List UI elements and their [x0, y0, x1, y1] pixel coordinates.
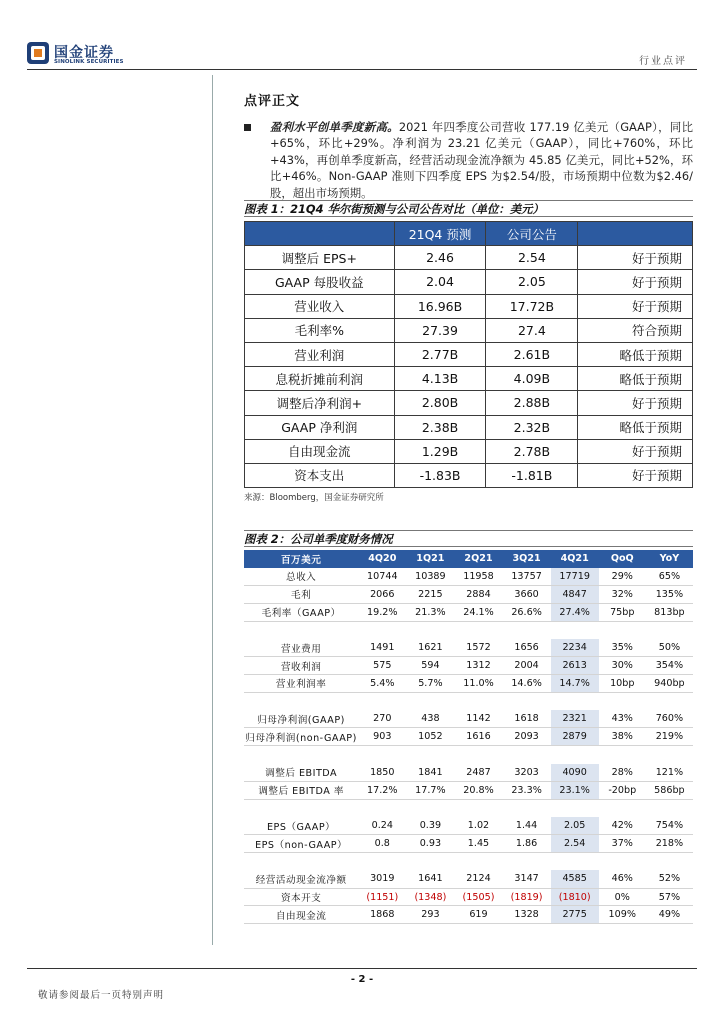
group-spacer	[244, 692, 693, 710]
value-cell: 19.2%	[358, 603, 406, 621]
table-row	[244, 728, 693, 746]
value-cell: 52%	[646, 870, 693, 888]
paragraph-lead: 盈利水平创单季度新高。	[270, 120, 399, 134]
value-cell: 2.80B	[394, 391, 486, 415]
table-row	[245, 439, 693, 463]
value-cell: 2321	[551, 710, 599, 728]
group-spacer	[244, 621, 693, 639]
value-cell: 1.86	[503, 835, 551, 853]
table-row	[244, 764, 693, 782]
table-row	[244, 586, 693, 604]
value-cell: 17.72B	[486, 294, 578, 318]
value-cell: 2613	[551, 657, 599, 675]
metric-label: 毛利率（GAAP）	[244, 603, 358, 621]
value-cell: 5.4%	[358, 675, 406, 693]
value-cell: 35%	[599, 639, 646, 657]
value-cell: 32%	[599, 586, 646, 604]
metric-label: GAAP 净利润	[245, 415, 395, 439]
value-cell: 2004	[503, 657, 551, 675]
metric-label: 归母净利润(non-GAAP)	[244, 728, 358, 746]
value-cell: (1151)	[358, 888, 406, 906]
value-cell: 2.04	[394, 270, 486, 294]
value-cell: 27.4	[486, 318, 578, 342]
group-spacer	[244, 746, 693, 764]
value-cell: 1.45	[454, 835, 502, 853]
section-title: 点评正文	[244, 94, 301, 109]
value-cell: 4585	[551, 870, 599, 888]
value-cell: -1.81B	[486, 463, 578, 487]
metric-label: 资本支出	[245, 463, 395, 487]
value-cell: 1.02	[454, 817, 502, 835]
metric-label: 营业收入	[245, 294, 395, 318]
value-cell: 586bp	[646, 781, 693, 799]
value-cell: 619	[454, 906, 502, 924]
page-number: - 2 -	[350, 974, 374, 985]
value-cell: 2.61B	[486, 342, 578, 366]
value-cell: 38%	[599, 728, 646, 746]
value-cell: 29%	[599, 568, 646, 586]
value-cell: 5.7%	[406, 675, 454, 693]
value-cell: 10389	[406, 568, 454, 586]
value-cell: 1328	[503, 906, 551, 924]
figure2-header-cell: 3Q21	[503, 550, 551, 568]
spacer-cell	[244, 746, 693, 764]
figure2-header-cell: QoQ	[599, 550, 646, 568]
value-cell: 24.1%	[454, 603, 502, 621]
table-row	[244, 906, 693, 924]
metric-label: 毛利率%	[245, 318, 395, 342]
value-cell: 2.32B	[486, 415, 578, 439]
value-cell: (1348)	[406, 888, 454, 906]
table-row	[245, 270, 693, 294]
value-cell: 1616	[454, 728, 502, 746]
company-logo	[27, 41, 135, 67]
value-cell: 20.8%	[454, 781, 502, 799]
value-cell: 26.6%	[503, 603, 551, 621]
table-row	[244, 888, 693, 906]
metric-label: 调整后净利润+	[245, 391, 395, 415]
value-cell: 754%	[646, 817, 693, 835]
metric-label: EPS（GAAP）	[244, 817, 358, 835]
table-row	[244, 657, 693, 675]
value-cell: 50%	[646, 639, 693, 657]
assessment-cell: 符合预期	[578, 318, 693, 342]
table-row	[245, 391, 693, 415]
metric-label: 调整后 EPS+	[245, 246, 395, 270]
value-cell: 1052	[406, 728, 454, 746]
value-cell: 1312	[454, 657, 502, 675]
figure1-header-cell	[578, 222, 693, 246]
value-cell: 16.96B	[394, 294, 486, 318]
value-cell: 14.7%	[551, 675, 599, 693]
value-cell: 27.4%	[551, 603, 599, 621]
assessment-cell: 略低于预期	[578, 367, 693, 391]
value-cell: 46%	[599, 870, 646, 888]
value-cell: 2066	[358, 586, 406, 604]
figure2-header-cell: 4Q20	[358, 550, 406, 568]
value-cell: 2775	[551, 906, 599, 924]
value-cell: 3147	[503, 870, 551, 888]
table-row	[245, 342, 693, 366]
metric-label: 营业利润率	[244, 675, 358, 693]
value-cell: 75bp	[599, 603, 646, 621]
value-cell: -20bp	[599, 781, 646, 799]
table-row	[244, 639, 693, 657]
figure2-title: 图表 2：公司单季度财务情况	[244, 530, 693, 547]
group-spacer	[244, 799, 693, 817]
table-row	[245, 463, 693, 487]
table-row	[244, 568, 693, 586]
value-cell: 2.46	[394, 246, 486, 270]
figure2-header-cell: YoY	[646, 550, 693, 568]
assessment-cell: 好于预期	[578, 270, 693, 294]
disclaimer-note: 敬请参阅最后一页特别声明	[38, 990, 165, 1001]
value-cell: 30%	[599, 657, 646, 675]
value-cell: 11958	[454, 568, 502, 586]
value-cell: 2.38B	[394, 415, 486, 439]
figure2-header-cell: 1Q21	[406, 550, 454, 568]
value-cell: 270	[358, 710, 406, 728]
value-cell: 0.93	[406, 835, 454, 853]
figure2-header-cell: 4Q21	[551, 550, 599, 568]
table-row	[244, 710, 693, 728]
table-row	[245, 246, 693, 270]
figure2-table	[244, 550, 693, 924]
group-spacer	[244, 853, 693, 871]
assessment-cell: 好于预期	[578, 439, 693, 463]
value-cell: (1810)	[551, 888, 599, 906]
assessment-cell: 好于预期	[578, 391, 693, 415]
value-cell: (1505)	[454, 888, 502, 906]
value-cell: 1491	[358, 639, 406, 657]
value-cell: 940bp	[646, 675, 693, 693]
metric-label: 调整后 EBITDA 率	[244, 781, 358, 799]
value-cell: 4.13B	[394, 367, 486, 391]
metric-label: 毛利	[244, 586, 358, 604]
metric-label: 营业费用	[244, 639, 358, 657]
value-cell: 13757	[503, 568, 551, 586]
figure1-header-cell: 21Q4 预测	[394, 222, 486, 246]
value-cell: 3019	[358, 870, 406, 888]
value-cell: 121%	[646, 764, 693, 782]
sinolink-logo-icon	[27, 42, 49, 64]
value-cell: 43%	[599, 710, 646, 728]
figure1-table	[244, 221, 693, 488]
value-cell: 28%	[599, 764, 646, 782]
footer-divider	[27, 968, 697, 969]
value-cell: 17.7%	[406, 781, 454, 799]
value-cell: 57%	[646, 888, 693, 906]
value-cell: 2884	[454, 586, 502, 604]
value-cell: 1850	[358, 764, 406, 782]
value-cell: 23.3%	[503, 781, 551, 799]
value-cell: 218%	[646, 835, 693, 853]
spacer-cell	[244, 621, 693, 639]
table-row	[244, 781, 693, 799]
value-cell: 1641	[406, 870, 454, 888]
value-cell: 1656	[503, 639, 551, 657]
table-row	[244, 870, 693, 888]
value-cell: (1819)	[503, 888, 551, 906]
table-row	[245, 367, 693, 391]
summary-paragraph	[244, 119, 693, 201]
value-cell: 438	[406, 710, 454, 728]
value-cell: 0.24	[358, 817, 406, 835]
logo-english-name: SINOLINK SECURITIES	[54, 59, 124, 65]
value-cell: 2215	[406, 586, 454, 604]
spacer-cell	[244, 692, 693, 710]
value-cell: 2093	[503, 728, 551, 746]
value-cell: 14.6%	[503, 675, 551, 693]
value-cell: 594	[406, 657, 454, 675]
value-cell: 21.3%	[406, 603, 454, 621]
value-cell: 0.8	[358, 835, 406, 853]
value-cell: 2879	[551, 728, 599, 746]
value-cell: 1142	[454, 710, 502, 728]
value-cell: 17.2%	[358, 781, 406, 799]
value-cell: 2.78B	[486, 439, 578, 463]
spacer-cell	[244, 853, 693, 871]
metric-label: 归母净利润(GAAP)	[244, 710, 358, 728]
figure1-header-row	[245, 222, 693, 246]
value-cell: -1.83B	[394, 463, 486, 487]
value-cell: 42%	[599, 817, 646, 835]
table-row	[244, 835, 693, 853]
value-cell: 2234	[551, 639, 599, 657]
metric-label: GAAP 每股收益	[245, 270, 395, 294]
logo-chinese-name: 国金证券	[54, 45, 114, 61]
value-cell: 109%	[599, 906, 646, 924]
value-cell: 2487	[454, 764, 502, 782]
value-cell: 1621	[406, 639, 454, 657]
value-cell: 2.88B	[486, 391, 578, 415]
value-cell: 27.39	[394, 318, 486, 342]
table-row	[244, 817, 693, 835]
assessment-cell: 好于预期	[578, 294, 693, 318]
left-margin-divider	[212, 75, 213, 945]
value-cell: 293	[406, 906, 454, 924]
table-row	[244, 675, 693, 693]
value-cell: 4.09B	[486, 367, 578, 391]
table-row	[245, 415, 693, 439]
assessment-cell: 略低于预期	[578, 342, 693, 366]
value-cell: 1618	[503, 710, 551, 728]
paragraph-text	[270, 119, 693, 201]
metric-label: 营业利润	[245, 342, 395, 366]
document-type: 行业点评	[639, 56, 687, 67]
value-cell: 2.54	[486, 246, 578, 270]
figure1-title: 图表 1：21Q4 华尔街预测与公司公告对比（单位：美元）	[244, 200, 693, 217]
metric-label: 总收入	[244, 568, 358, 586]
value-cell: 2.54	[551, 835, 599, 853]
value-cell: 10744	[358, 568, 406, 586]
metric-label: EPS（non-GAAP）	[244, 835, 358, 853]
value-cell: 1841	[406, 764, 454, 782]
value-cell: 3660	[503, 586, 551, 604]
value-cell: 11.0%	[454, 675, 502, 693]
metric-label: 自由现金流	[244, 906, 358, 924]
figure2-header-row	[244, 550, 693, 568]
value-cell: 23.1%	[551, 781, 599, 799]
metric-label: 经营活动现金流净额	[244, 870, 358, 888]
figure1-source: 来源：Bloomberg，国金证券研究所	[244, 493, 384, 503]
value-cell: 1.29B	[394, 439, 486, 463]
value-cell: 49%	[646, 906, 693, 924]
header-divider	[27, 69, 697, 70]
value-cell: 2.05	[486, 270, 578, 294]
metric-label: 营收利润	[244, 657, 358, 675]
value-cell: 813bp	[646, 603, 693, 621]
value-cell: 2.77B	[394, 342, 486, 366]
value-cell: 0.39	[406, 817, 454, 835]
value-cell: 65%	[646, 568, 693, 586]
value-cell: 4847	[551, 586, 599, 604]
value-cell: 219%	[646, 728, 693, 746]
spacer-cell	[244, 799, 693, 817]
figure1-header-cell: 公司公告	[486, 222, 578, 246]
assessment-cell: 好于预期	[578, 246, 693, 270]
table-row	[244, 603, 693, 621]
value-cell: 903	[358, 728, 406, 746]
value-cell: 1868	[358, 906, 406, 924]
metric-label: 资本开支	[244, 888, 358, 906]
value-cell: 760%	[646, 710, 693, 728]
metric-label: 自由现金流	[245, 439, 395, 463]
table-row	[245, 294, 693, 318]
assessment-cell: 略低于预期	[578, 415, 693, 439]
metric-label: 调整后 EBITDA	[244, 764, 358, 782]
value-cell: 2124	[454, 870, 502, 888]
figure1-header-cell	[245, 222, 395, 246]
value-cell: 354%	[646, 657, 693, 675]
value-cell: 4090	[551, 764, 599, 782]
value-cell: 0%	[599, 888, 646, 906]
value-cell: 135%	[646, 586, 693, 604]
metric-label: 息税折摊前利润	[245, 367, 395, 391]
value-cell: 3203	[503, 764, 551, 782]
value-cell: 1.44	[503, 817, 551, 835]
table-row	[245, 318, 693, 342]
value-cell: 37%	[599, 835, 646, 853]
figure2-header-cell: 2Q21	[454, 550, 502, 568]
square-bullet-icon	[244, 124, 251, 131]
figure2-header-cell: 百万美元	[244, 550, 358, 568]
value-cell: 17719	[551, 568, 599, 586]
value-cell: 575	[358, 657, 406, 675]
assessment-cell: 好于预期	[578, 463, 693, 487]
value-cell: 1572	[454, 639, 502, 657]
paragraph-body: 2021 年四季度公司营收 177.19 亿美元（GAAP），同比+65%，环比+29%。净利润为 23.21 亿美元（GAAP），同比+760%，环比+43%，再创单季度新高，经营活动现金流净额为 45.85 亿美元，同比+52%，环比+46%。Non-GAAP 准则下四季度 EPS 为$2.54/股，市场预期中位数为$2.46/股，超出市场预期。	[270, 120, 693, 200]
value-cell: 2.05	[551, 817, 599, 835]
value-cell: 10bp	[599, 675, 646, 693]
